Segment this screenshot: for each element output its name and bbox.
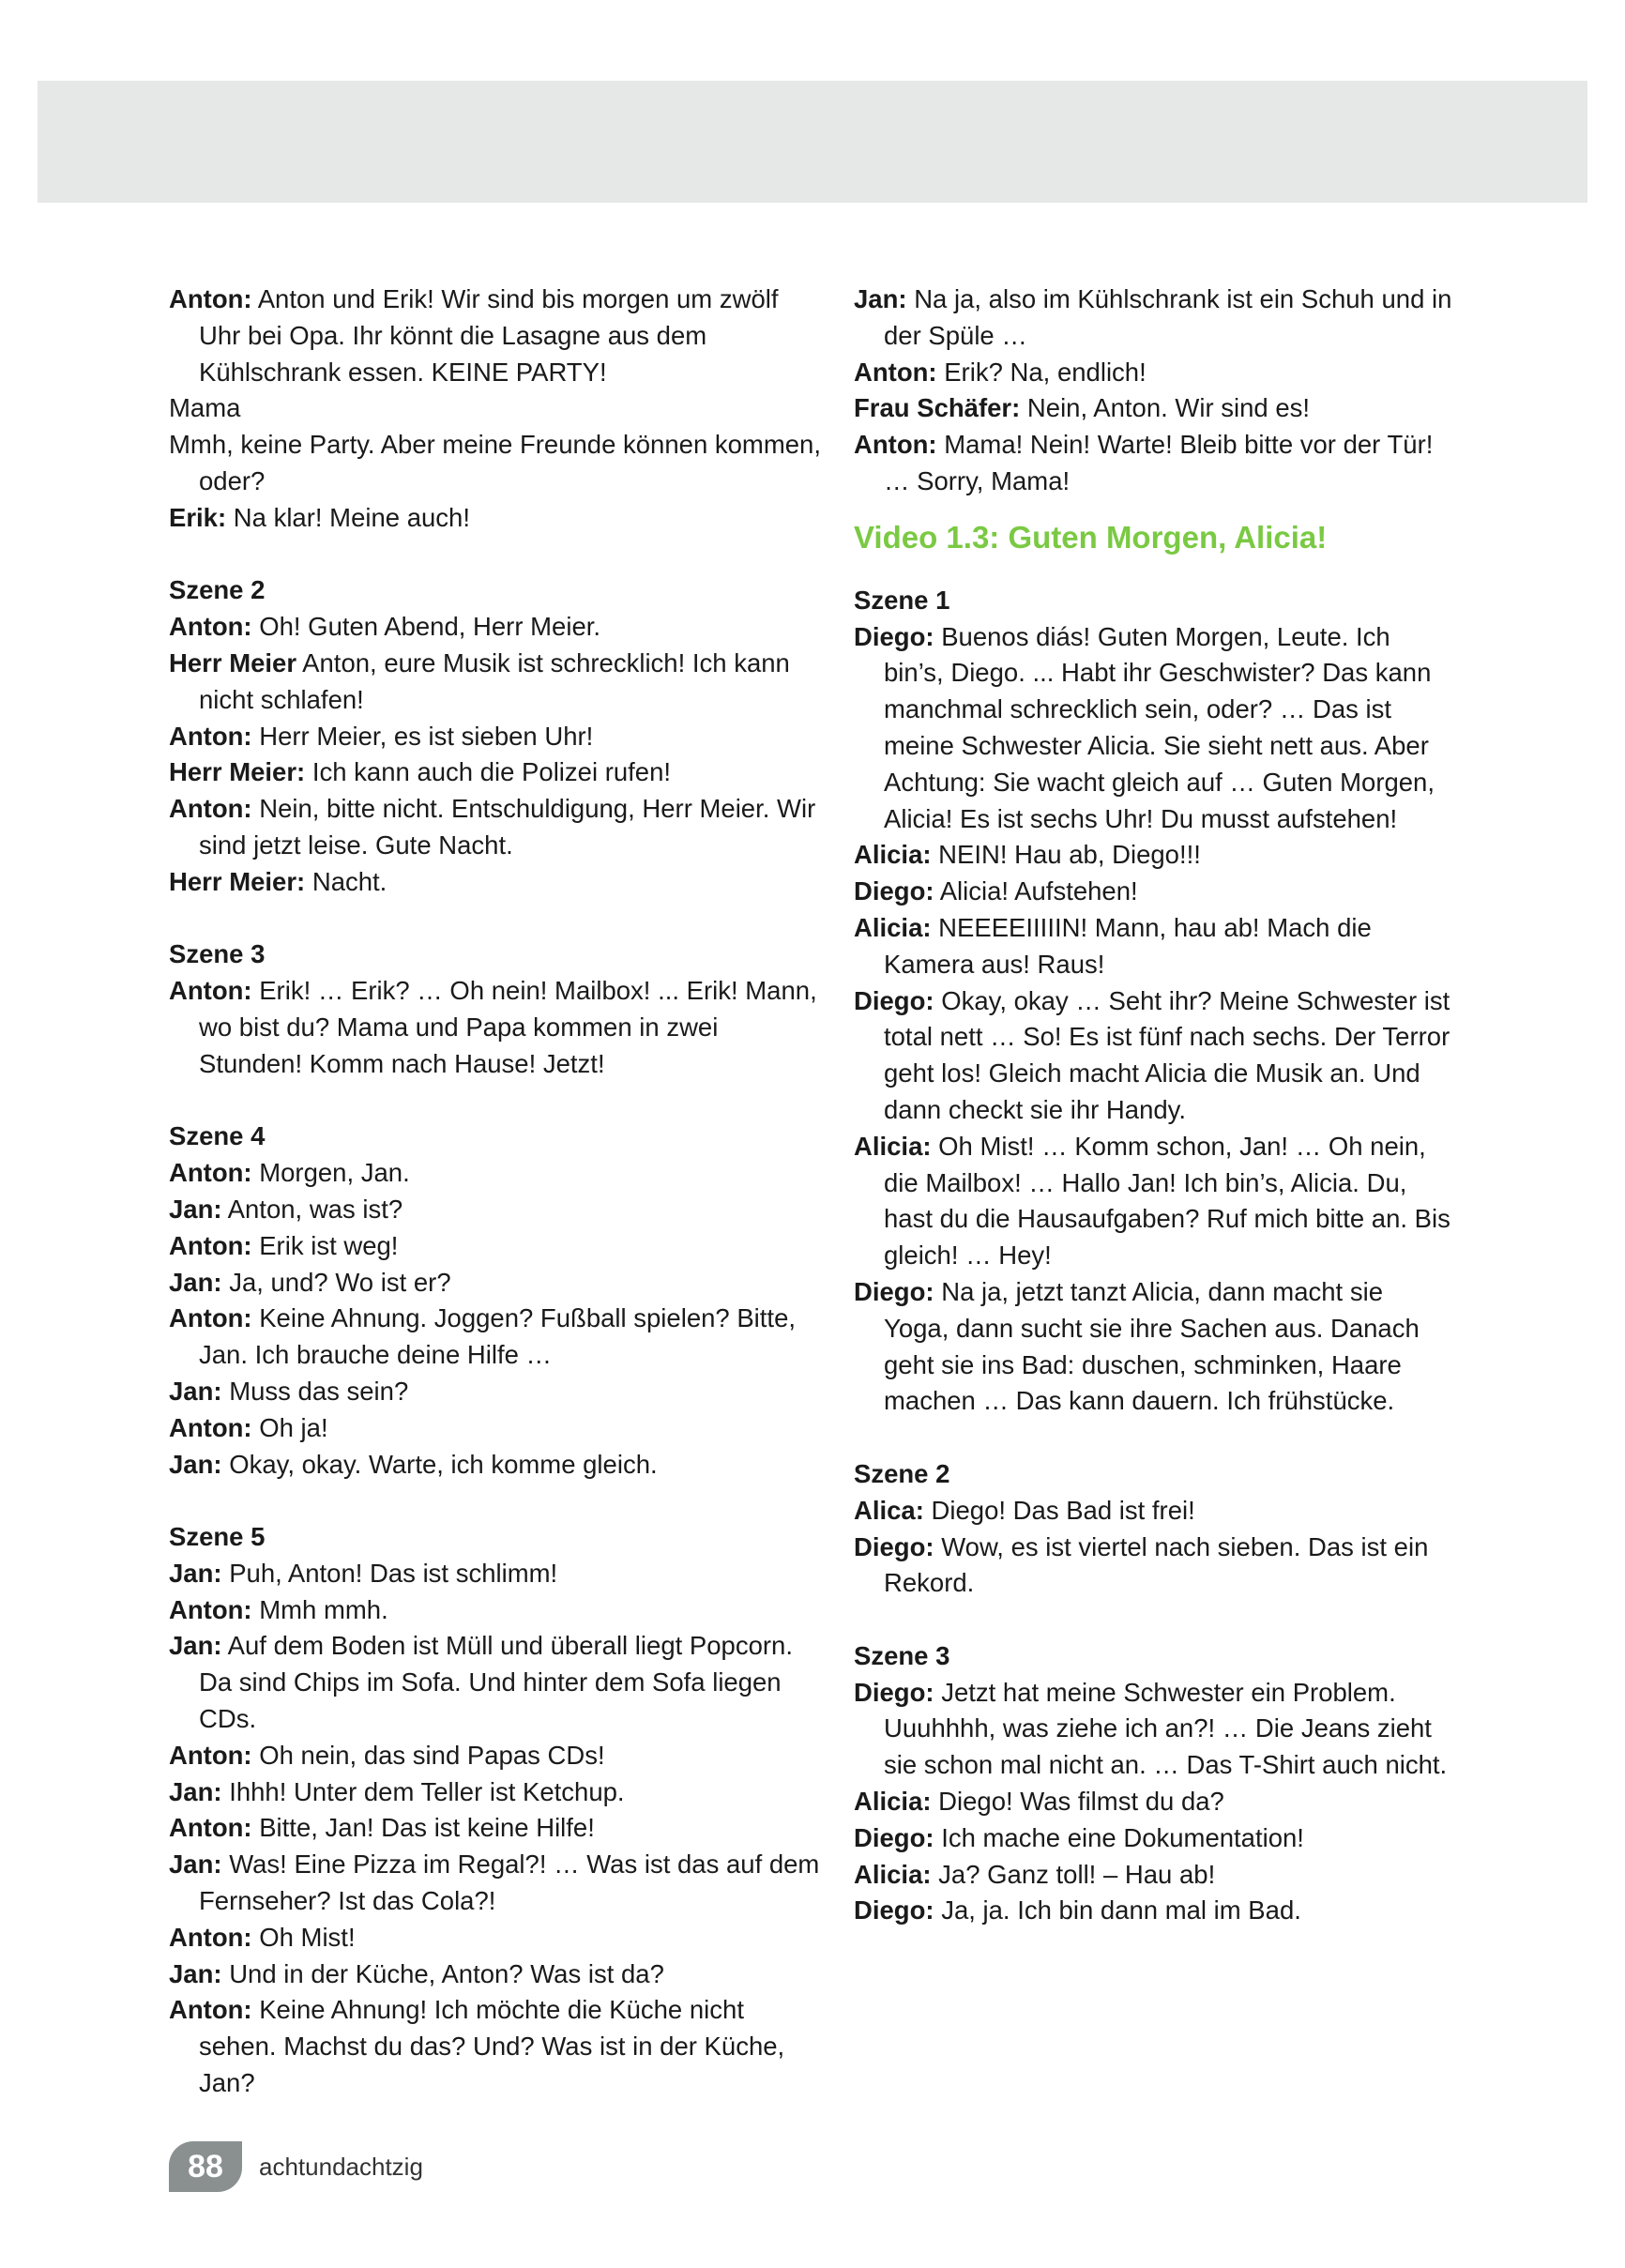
speaker-name: Anton: (169, 1740, 252, 1770)
dialogue-line (169, 1592, 826, 1629)
dialogue-line (169, 1192, 826, 1228)
dialogue-text-extra: Mama (169, 393, 241, 423)
dialogue-line (854, 1820, 1454, 1857)
dialogue-text: Ich mache eine Dokumentation! (941, 1822, 1304, 1852)
dialogue-text: Ihhh! Unter dem Teller ist Ketchup. (229, 1776, 625, 1806)
dialogue-text: Auf dem Boden ist Müll und überall liegt Popcorn. Da sind Chips im Sofa. Und hinter dem Sofa liegen CDs. (199, 1631, 793, 1734)
dialogue-text: Okay, okay … Seht ihr? Meine Schwester ist total nett … So! Es ist fünf nach sechs. Der Terror geht los! Gleich macht Alicia die Musik an. Und dann checkt sie ihr Handy. (884, 985, 1450, 1124)
page-number-badge: 88 (169, 2141, 242, 2192)
dialogue-text: Erik? Na, endlich! (944, 357, 1147, 387)
dialogue-text: Na ja, jetzt tanzt Alicia, dann macht sie Yoga, dann sucht sie ihre Sachen aus. Danach geht sie ins Bad: duschen, schminken, Haare machen … Das kann dauern. Ich frühstücke. (884, 1276, 1420, 1416)
speaker-name: Jan: (169, 1776, 222, 1806)
dialogue-text: Oh Mist! (259, 1922, 356, 1952)
speaker-name: Jan: (169, 1376, 222, 1406)
dialogue-text: Mmh mmh. (259, 1594, 388, 1624)
dialogue-line (854, 1857, 1454, 1894)
scene-heading: Szene 2 (169, 575, 266, 605)
dialogue-line (854, 1675, 1454, 1784)
dialogue-line (854, 910, 1454, 983)
dialogue-text: Nacht. (311, 866, 387, 896)
speaker-name: Anton: (169, 612, 252, 642)
speaker-name: Anton: (169, 976, 252, 1006)
dialogue-line (854, 837, 1454, 874)
dialogue-text: Anton, was ist? (227, 1194, 403, 1224)
dialogue-line (169, 973, 826, 1082)
dialogue-text: NEIN! Hau ab, Diego!!! (938, 840, 1201, 870)
dialogue-line (169, 1992, 826, 2101)
dialogue-line (169, 864, 826, 901)
dialogue-text: Keine Ahnung! Ich möchte die Küche nicht sehen. Machst du das? Und? Was ist in der Küche, Jan? (199, 1995, 785, 2098)
dialogue-line (169, 1810, 826, 1847)
dialogue-line (169, 1301, 826, 1374)
dialogue-text: Anton und Erik! Wir sind bis morgen um zwölf Uhr bei Opa. Ihr könnt die Lasagne aus dem Kühlschrank essen. KEINE PARTY! (199, 284, 779, 387)
dialogue-line (854, 1129, 1454, 1274)
speaker-name: Jan: (169, 1267, 222, 1297)
dialogue-text: Oh! Guten Abend, Herr Meier. (259, 612, 601, 642)
speaker-name: Anton: (169, 1230, 252, 1260)
dialogue-text: Ich kann auch die Polizei rufen! (311, 757, 672, 787)
dialogue-text: Und in der Küche, Anton? Was ist da? (229, 1958, 664, 1988)
dialogue-line (169, 646, 826, 719)
dialogue-line (169, 791, 826, 864)
speaker-name: Herr Meier: (169, 866, 306, 896)
speaker-name: Herr Meier: (169, 757, 306, 787)
speaker-name: Jan: (169, 1958, 222, 1988)
speaker-name: Anton: (854, 430, 937, 460)
speaker-name: Jan: (854, 284, 907, 313)
dialogue-line (854, 1893, 1454, 1929)
dialogue-text: Buenos diás! Guten Morgen, Leute. Ich bin’s, Diego. ... Habt ihr Geschwister? Das kann manchmal schrecklich sein, oder? … Das ist meine Schwester Alicia. Sie sieht nett aus. Aber Achtung: Sie wacht gleich auf … Guten Morgen, Alicia! Es ist sechs Uhr! Du musst aufstehen! (884, 621, 1435, 833)
dialogue-line (854, 355, 1454, 391)
dialogue-line (854, 983, 1454, 1129)
dialogue-text: Nein, bitte nicht. Entschuldigung, Herr Meier. Wir sind jetzt leise. Gute Nacht. (199, 794, 816, 860)
dialogue-text: Mama! Nein! Warte! Bleib bitte vor der Tür! … Sorry, Mama! (884, 430, 1434, 495)
dialogue-text: Alicia! Aufstehen! (939, 876, 1138, 906)
speaker-name: Herr Meier (169, 647, 297, 677)
speaker-name: Jan: (169, 1194, 222, 1224)
dialogue-line (169, 1956, 826, 1993)
dialogue-text: Erik ist weg! (259, 1230, 399, 1260)
left-column (169, 282, 826, 2102)
speaker-name: Anton: (169, 1813, 252, 1843)
dialogue-text: Na ja, also im Kühlschrank ist ein Schuh und in der Spüle … (884, 284, 1452, 350)
speaker-name: Anton: (169, 1412, 252, 1442)
dialogue-line (169, 609, 826, 646)
dialogue-text: Muss das sein? (229, 1376, 409, 1406)
page-footer (169, 2141, 423, 2192)
speaker-name: Diego: (854, 1822, 934, 1852)
page-number-word: achtundachtzig (259, 2152, 423, 2181)
speaker-name: Diego: (854, 1531, 934, 1561)
speaker-name: Diego: (854, 1276, 934, 1306)
dialogue-line (169, 1628, 826, 1737)
scene-heading: Szene 5 (169, 1522, 266, 1552)
dialogue-text: Oh Mist! … Komm schon, Jan! … Oh nein, die Mailbox! … Hallo Jan! Ich bin’s, Alicia. Du, hast du die Hausaufgaben? Ruf mich bitte an. Bis gleich! … Hey! (884, 1131, 1450, 1271)
video-section-title: Video 1.3: Guten Morgen, Alicia! (854, 519, 1328, 555)
dialogue-text: Wow, es ist viertel nach sieben. Das ist ein Rekord. (884, 1531, 1429, 1598)
speaker-name: Anton: (169, 284, 252, 313)
dialogue-line (169, 1447, 826, 1484)
dialogue-text-extra: Mmh, keine Party. Aber meine Freunde können kommen, oder? (169, 430, 821, 495)
dialogue-line (169, 1155, 826, 1192)
speaker-name: Alicia: (854, 1131, 932, 1161)
dialogue-text: NEEEEIIIIIN! Mann, hau ab! Mach die Kamera aus! Raus! (884, 912, 1372, 979)
dialogue-line (854, 619, 1454, 838)
dialogue-text: Nein, Anton. Wir sind es! (1026, 393, 1311, 423)
dialogue-text: Diego! Was filmst du da? (938, 1787, 1224, 1817)
dialogue-text: Was! Eine Pizza im Regal?! … Was ist das auf dem Fernseher? Ist das Cola?! (199, 1849, 820, 1916)
scene-heading: Szene 3 (169, 939, 266, 969)
speaker-name: Jan: (169, 1631, 222, 1661)
speaker-name: Alicia: (854, 840, 932, 870)
dialogue-line (169, 1774, 826, 1811)
dialogue-line (854, 1274, 1454, 1420)
speaker-name: Jan: (169, 1558, 222, 1588)
dialogue-line (169, 1738, 826, 1774)
scene-heading: Szene 4 (169, 1121, 266, 1151)
scene-heading: Szene 2 (854, 1458, 950, 1488)
header-band (38, 81, 1587, 203)
speaker-name: Jan: (169, 1449, 222, 1479)
dialogue-line (854, 427, 1454, 500)
speaker-name: Anton: (169, 721, 252, 751)
dialogue-text: Ja, und? Wo ist er? (229, 1267, 451, 1297)
dialogue-text: Oh ja! (259, 1412, 328, 1442)
dialogue-line (169, 1920, 826, 1956)
dialogue-line (169, 754, 826, 791)
dialogue-text: Okay, okay. Warte, ich komme gleich. (229, 1449, 658, 1479)
speaker-name: Diego: (854, 621, 934, 651)
dialogue-line (854, 282, 1454, 355)
speaker-name: Alicia: (854, 912, 932, 942)
dialogue-line (169, 719, 826, 755)
speaker-name: Anton: (169, 1594, 252, 1624)
speaker-name: Diego: (854, 876, 934, 906)
dialogue-line (169, 282, 826, 500)
scene-heading: Szene 3 (854, 1640, 950, 1670)
speaker-name: Diego: (854, 1895, 934, 1926)
speaker-name: Erik: (169, 502, 227, 532)
speaker-name: Alica: (854, 1495, 924, 1525)
dialogue-text: Ja? Ganz toll! – Hau ab! (938, 1859, 1216, 1889)
dialogue-text: Oh nein, das sind Papas CDs! (259, 1740, 605, 1770)
speaker-name: Anton: (169, 1995, 252, 2025)
dialogue-line (169, 1228, 826, 1265)
dialogue-line (169, 1410, 826, 1447)
speaker-name: Alicia: (854, 1859, 932, 1889)
speaker-name: Anton: (169, 1303, 252, 1333)
dialogue-text: Diego! Das Bad ist frei! (931, 1495, 1195, 1525)
dialogue-line (169, 1556, 826, 1592)
dialogue-text: Anton, eure Musik ist schrecklich! Ich kann nicht schlafen! (199, 647, 790, 714)
dialogue-text: Morgen, Jan. (259, 1158, 410, 1188)
dialogue-line (854, 1784, 1454, 1820)
dialogue-line (169, 1374, 826, 1410)
dialogue-line (854, 390, 1454, 427)
dialogue-text: Ja, ja. Ich bin dann mal im Bad. (941, 1895, 1301, 1926)
speaker-name: Jan: (169, 1849, 222, 1880)
speaker-name: Anton: (169, 1158, 252, 1188)
dialogue-text: Bitte, Jan! Das ist keine Hilfe! (259, 1813, 595, 1843)
speaker-name: Alicia: (854, 1787, 932, 1817)
right-column (854, 282, 1454, 1929)
dialogue-text: Herr Meier, es ist sieben Uhr! (259, 721, 594, 751)
scene-heading: Szene 1 (854, 585, 950, 615)
speaker-name: Diego: (854, 985, 934, 1015)
speaker-name: Anton: (854, 357, 937, 387)
speaker-name: Diego: (854, 1677, 934, 1707)
dialogue-line (169, 1265, 826, 1301)
dialogue-text: Na klar! Meine auch! (233, 502, 470, 532)
speaker-name: Frau Schäfer: (854, 393, 1021, 423)
dialogue-text: Erik! … Erik? … Oh nein! Mailbox! ... Erik! Mann, wo bist du? Mama und Papa kommen in zwei Stunden! Komm nach Hause! Jetzt! (199, 976, 817, 1078)
dialogue-line (169, 500, 826, 537)
dialogue-line (169, 1847, 826, 1920)
speaker-name: Anton: (169, 1922, 252, 1952)
dialogue-line (854, 1493, 1454, 1530)
dialogue-line (854, 1530, 1454, 1603)
speaker-name: Anton: (169, 794, 252, 824)
dialogue-text: Puh, Anton! Das ist schlimm! (229, 1558, 558, 1588)
dialogue-line (854, 874, 1454, 910)
dialogue-text: Keine Ahnung. Joggen? Fußball spielen? Bitte, Jan. Ich brauche deine Hilfe … (199, 1303, 797, 1370)
dialogue-text: Jetzt hat meine Schwester ein Problem. Uuuhhhh, was ziehe ich an?! … Die Jeans zieht sie schon mal nicht an. … Das T-Shirt auch nicht. (884, 1677, 1448, 1780)
